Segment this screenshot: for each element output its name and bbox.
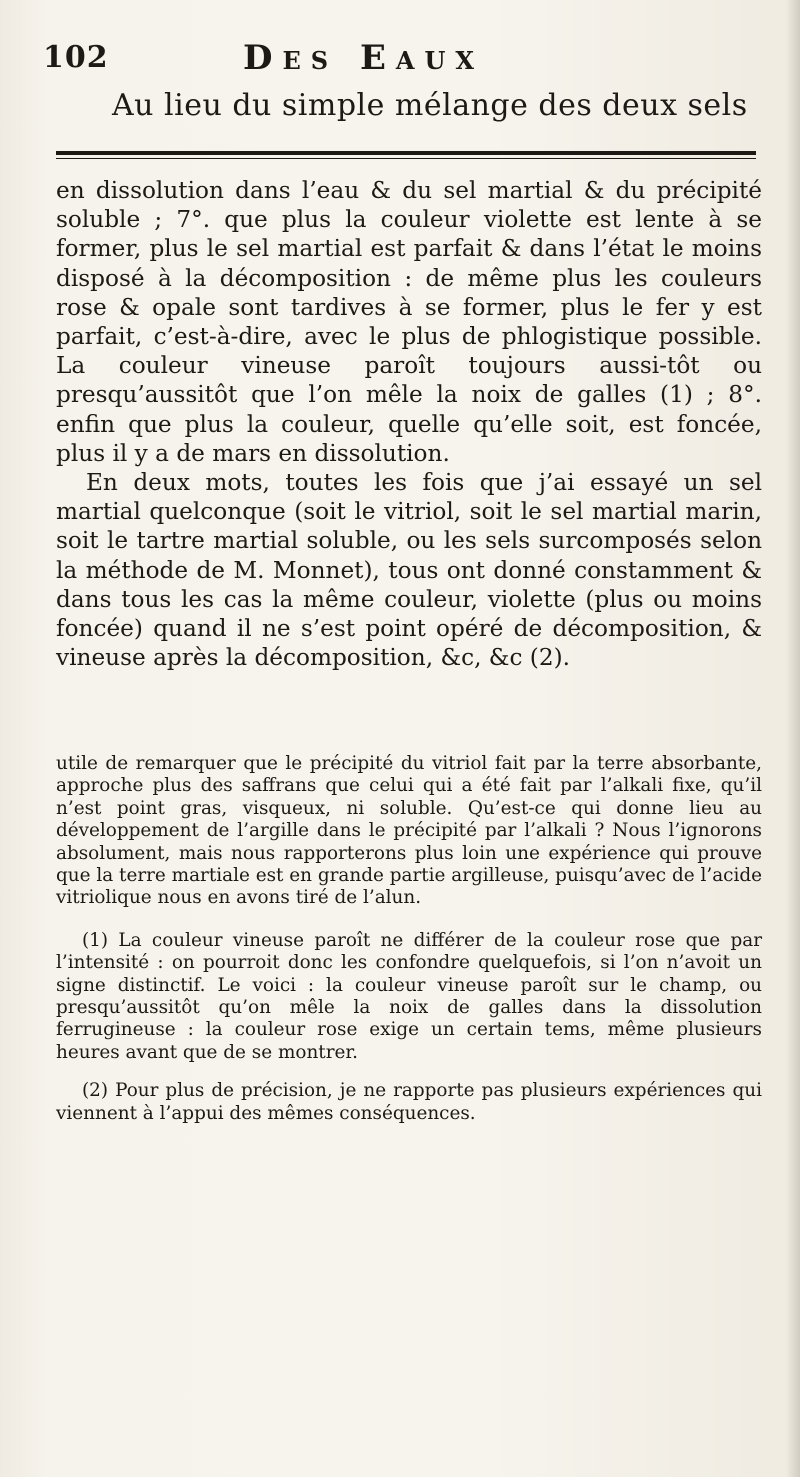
header-rule xyxy=(56,151,756,155)
footnote-continuation: utile de remarquer que le précipité du vitriol fait par la terre absorbante, approche plus des saffrans que celui qui a été fait par l’alkali fixe, qu’il n’est point gras, visqueux, ni soluble. Qu’est-ce qui donne lieu au développement de l’argille dans le précipité par l’alkali ? Nous l’ignorons absolument, mais nous rapporterons plus loin une expérience qui prouve que la terre martiale est en grande partie argilleuse, puisqu’avec de l’acide vitriolique nous en avons tiré de l’alun. xyxy=(56,753,762,909)
footnote-1: (1) La couleur vineuse paroît ne différer de la couleur rose que par l’intensité : on pourroit donc les confondre quelquefois, si l’on n’avoit un signe distinctif. Le voici : la couleur vineuse paroît sur le champ, ou presqu’aussitôt qu’on mêle la noix de galles dans la dissolution ferrugineuse : la couleur rose exige un certain tems, même plusieurs heures avant que de se montrer. xyxy=(56,929,762,1063)
footnote-2: (2) Pour plus de précision, je ne rapporte pas plusieurs expériences qui viennent à l’appui des mêmes conséquences. xyxy=(56,1080,762,1124)
page-header xyxy=(43,40,783,80)
body-paragraph: en dissolution dans l’eau & du sel martial & du précipité soluble ; 7°. que plus la couleur violette est lente à se former, plus le sel martial est parfait & dans l’état le moins disposé à la décomposition : de même plus les couleurs rose & opale sont tardives à se former, plus le fer y est parfait, c’est-à-dire, avec le plus de phlogistique possible. La couleur vineuse paroît toujours aussi-tôt ou presqu’aussitôt que l’on mêle la noix de galles (1) ; 8°. enfin que plus la couleur, quelle qu’elle soit, est foncée, plus il y a de mars en dissolution. xyxy=(56,177,762,467)
section-headline: Au lieu du simple mélange des deux sels xyxy=(112,88,748,123)
page-number: 102 xyxy=(43,40,109,75)
footnotes xyxy=(56,753,762,1125)
body-paragraph: En deux mots, toutes les fois que j’ai essayé un sel martial quelconque (soit le vitriol, soit le sel martial marin, soit le tartre martial soluble, ou les sels surcomposés selon la méthode de M. Monnet), tous ont donné constamment & dans tous les cas la même couleur, violette (plus ou moins foncée) quand il ne s’est point opéré de décomposition, & vineuse après la décomposition, &c, &c (2). xyxy=(56,469,762,672)
body-text xyxy=(56,176,762,672)
page-edge-shadow xyxy=(786,0,800,1477)
running-title: Des Eaux xyxy=(243,38,485,78)
header-rule-thin xyxy=(56,158,756,159)
